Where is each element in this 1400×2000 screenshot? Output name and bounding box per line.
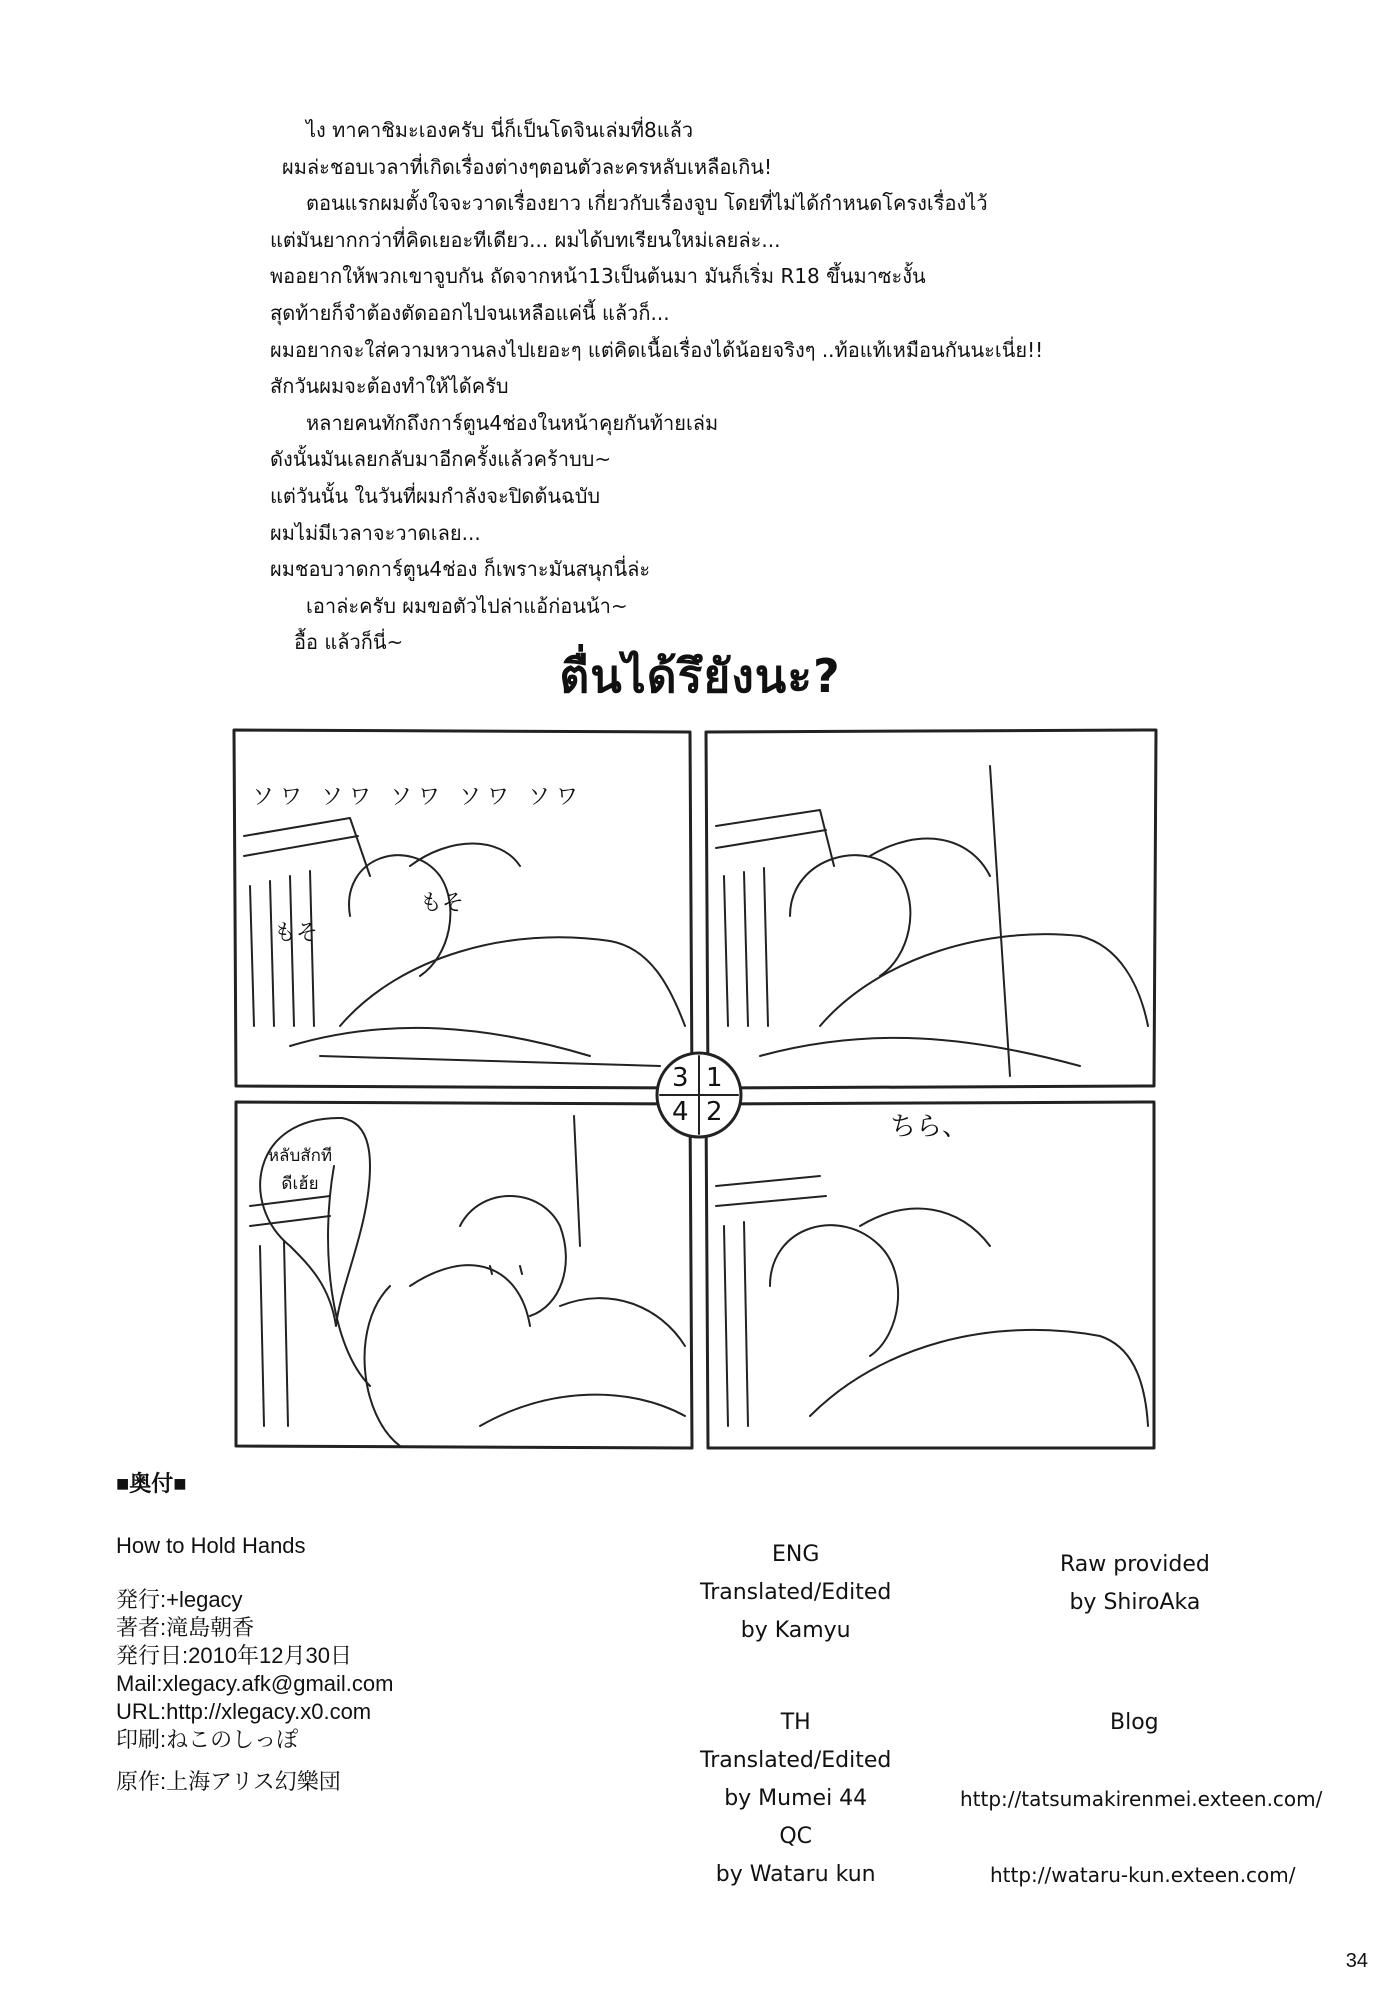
blog-link[interactable]: http://tatsumakirenmei.exteen.com/ [960,1787,1323,1811]
credit-line: by Mumei 44 [724,1786,868,1811]
note-line: เอาล่ะครับ ผมขอตัวไปล่าแอ้ก่อนน้า~ [306,593,628,618]
raw-credits [1060,1546,1210,1622]
page-number: 34 [1345,1950,1368,1972]
note-line: แต่มันยากกว่าที่คิดเยอะทีเดียว... ผมได้บทเรียนใหม่เลยล่ะ... [270,227,781,252]
colophon-line: 著者:滝島朝香 [116,1615,255,1640]
speech-text [250,1142,350,1198]
credit-line: by Wataru kun [715,1862,876,1887]
speech-line: หลับสักที [267,1146,333,1166]
sfx-sowa: ソワ ソワ ソワ ソワ ソワ [252,785,584,810]
credit-line: ENG [771,1542,820,1567]
note-line: แต่วันนั้น ในวันที่ผมกำลังจะปิดต้นฉบับ [270,483,601,508]
note-line: อื้อ แล้วก็นี่~ [294,630,404,655]
panel-top-right-art [716,766,1148,1076]
order-3: 3 [672,1063,689,1093]
note-line: ผมล่ะชอบเวลาที่เกิดเรื่องต่างๆตอนตัวละครหลับเหลือเกิน! [282,154,772,179]
order-1: 1 [706,1063,723,1093]
four-panel-comic [230,726,1160,1453]
sfx-chira: ちら、 [890,1112,969,1142]
book-title: How to Hold Hands [116,1533,306,1558]
note-line: ผมอยากจะใส่ความหวานลงไปเยอะๆ แต่คิดเนื้อเรื่องได้น้อยจริงๆ ..ท้อแท้เหมือนกันนะเนี่ย!! [270,337,1044,362]
credit-line: Raw provided [1060,1552,1210,1577]
author-notes [270,112,1170,661]
blog-credits [960,1704,1340,1894]
colophon-line: Mail:xlegacy.afk@gmail.com [116,1671,394,1696]
credit-line: QC [779,1824,813,1849]
note-line: พออยากให้พวกเขาจูบกัน ถัดจากหน้า13เป็นต้นมา มันก็เริ่ม R18 ขึ้นมาซะงั้น [270,264,926,289]
note-line: ไง ทาคาชิมะเองครับ นี่ก็เป็นโดจินเล่มที่8แล้ว [306,118,694,142]
credit-line: Translated/Edited [700,1748,892,1773]
eng-credits [700,1536,891,1650]
colophon-header: ■奥付■ [116,1471,187,1496]
blog-label: Blog [1110,1710,1159,1735]
colophon-line: 印刷:ねこのしっぽ [116,1727,299,1752]
blog-link[interactable]: http://wataru-kun.exteen.com/ [990,1863,1296,1887]
speech-line: ดีเฮ้ย [281,1174,319,1194]
note-line: สักวันผมจะต้องทำให้ได้ครับ [270,374,509,399]
sfx-mozo-left: もそ [274,921,319,946]
colophon-line: 発行:+legacy [116,1587,243,1612]
colophon-line: URL:http://xlegacy.x0.com [116,1699,372,1724]
order-2: 2 [706,1097,723,1127]
note-line: สุดท้ายก็จำต้องตัดออกไปจนเหลือแค่นี้ แล้วก็... [270,300,670,325]
sfx-mozo-right: もそ [420,891,465,916]
colophon [116,1470,393,1796]
note-line: ผมไม่มีเวลาจะวาดเลย... [270,520,481,545]
th-credits [700,1704,891,1894]
colophon-line: 発行日:2010年12月30日 [116,1643,352,1668]
note-line: ตอนแรกผมตั้งใจจะวาดเรื่องยาว เกี่ยวกับเรื่องจูบ โดยที่ไม่ได้กำหนดโครงเรื่องไว้ [306,191,988,216]
note-line: ดังนั้นมันเลยกลับมาอีกครั้งแล้วคร้าบบ~ [270,447,612,472]
note-line: หลายคนทักถึงการ์ตูน4ช่องในหน้าคุยกันท้ายเล่ม [306,410,719,435]
credit-line: by Kamyu [740,1618,851,1643]
comic-title: ตื่นได้รึยังนะ? [559,649,841,703]
order-4: 4 [672,1097,689,1127]
note-line: ผมชอบวาดการ์ตูน4ช่อง ก็เพราะมันสนุกนี่ล่ะ [270,557,651,582]
original-work: 原作:上海アリス幻樂団 [116,1769,341,1794]
credit-line: Translated/Edited [700,1580,892,1605]
panel-bottom-right-art [716,1176,1148,1426]
credit-line: by ShiroAka [1069,1590,1201,1615]
credit-line: TH [780,1710,811,1735]
order-numbers [666,1063,732,1129]
